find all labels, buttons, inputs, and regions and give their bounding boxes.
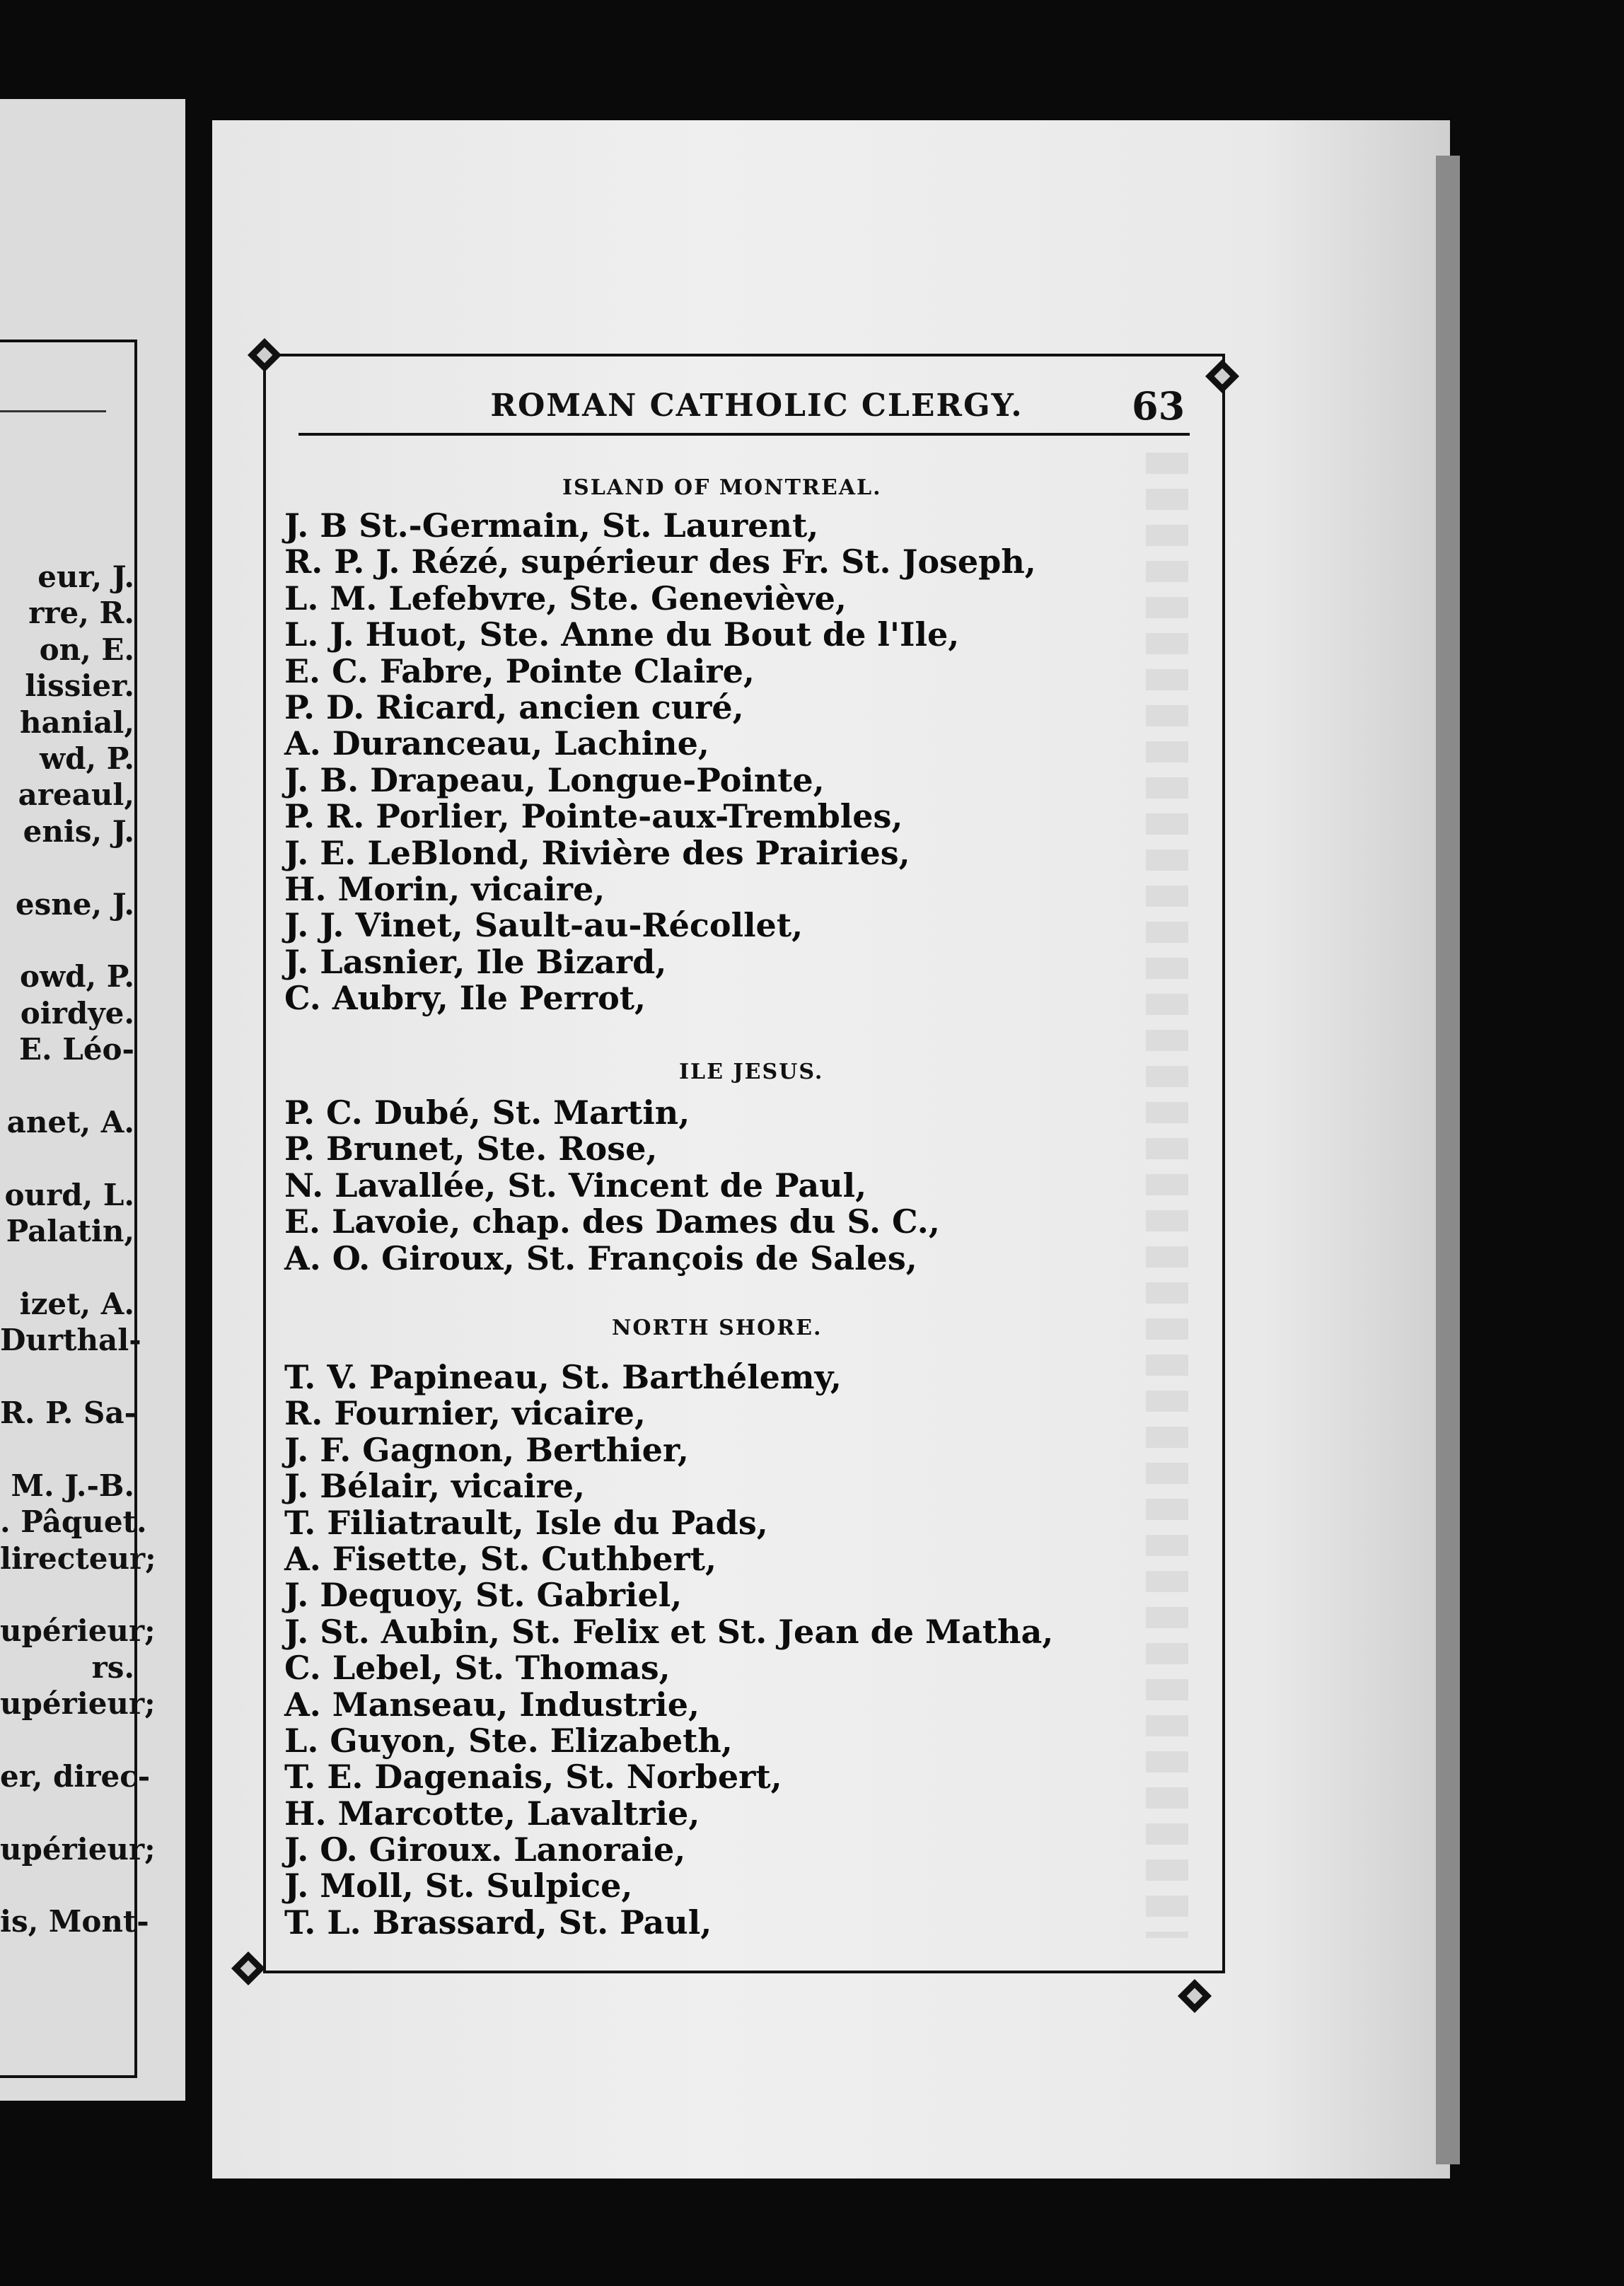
left-line: eur, J. — [37, 559, 134, 594]
left-line: . Pâquet. — [0, 1504, 147, 1540]
section-heading-island-of-montreal: ISLAND OF MONTREAL. — [562, 475, 882, 500]
clergy-entry: P. D. Ricard, ancien curé, — [284, 687, 744, 726]
clergy-entry: J. J. Vinet, Sault-au-Récollet, — [284, 906, 804, 945]
left-line — [0, 1794, 134, 1830]
section-heading-ile-jesus: ILE JESUS. — [679, 1060, 824, 1084]
left-line — [0, 1359, 134, 1395]
left-line: on, E. — [39, 632, 134, 667]
clergy-entry: P. Brunet, Ste. Rose, — [284, 1130, 658, 1168]
clergy-entry: A. Manseau, Industrie, — [284, 1685, 700, 1724]
left-line: hanial, — [19, 704, 134, 740]
left-line: Palatin, — [6, 1214, 134, 1249]
page-edge — [1436, 156, 1460, 2164]
clergy-entry: L. J. Huot, Ste. Anne du Bout de l'Ile, — [284, 615, 960, 654]
left-line: upérieur; — [0, 1686, 156, 1722]
clergy-entry: J. Moll, St. Sulpice, — [284, 1867, 633, 1905]
left-line: Durthal- — [0, 1323, 141, 1358]
left-line: rs. — [91, 1649, 134, 1685]
left-line — [0, 1722, 134, 1758]
left-line: izet, A. — [19, 1286, 134, 1321]
clergy-entry: P. R. Porlier, Pointe-aux-Trembles, — [284, 797, 903, 836]
clergy-entry: J. Lasnier, Ile Bizard, — [284, 942, 667, 981]
left-line — [0, 1577, 134, 1613]
clergy-entry: E. Lavoie, chap. des Dames du S. C., — [284, 1202, 940, 1241]
clergy-entry: R. Fournier, vicaire, — [284, 1394, 646, 1433]
left-line: lirecteur; — [0, 1541, 156, 1576]
clergy-entry: J. Dequoy, St. Gabriel, — [284, 1576, 683, 1615]
clergy-entry: J. O. Giroux. Lanoraie, — [284, 1830, 686, 1869]
clergy-entry: L. Guyon, Ste. Elizabeth, — [284, 1721, 733, 1760]
left-line — [0, 1249, 134, 1285]
clergy-entry: J. B St.-Germain, St. Laurent, — [284, 506, 819, 545]
section-heading-north-shore: NORTH SHORE. — [612, 1316, 823, 1340]
left-line: wd, P. — [39, 741, 134, 776]
clergy-entry: J. Bélair, vicaire, — [284, 1467, 586, 1506]
left-line: anet, A. — [6, 1104, 134, 1139]
left-line: areaul, — [18, 777, 134, 813]
left-line — [0, 849, 134, 886]
left-line — [0, 1431, 134, 1467]
clergy-entry: A. Duranceau, Lachine, — [284, 724, 709, 763]
left-line: M. J.-B. — [11, 1468, 134, 1503]
clergy-entry: A. Fisette, St. Cuthbert, — [284, 1539, 717, 1578]
left-line: enis, J. — [23, 813, 134, 849]
clergy-entry: H. Morin, vicaire, — [284, 869, 605, 908]
section-entries-north-shore — [284, 1359, 1053, 1941]
left-line: rre, R. — [28, 596, 134, 631]
running-header: ROMAN CATHOLIC CLERGY. — [490, 388, 1023, 424]
page-number: 63 — [1132, 383, 1185, 429]
left-line: er, direc- — [0, 1758, 151, 1794]
clergy-entry: C. Lebel, St. Thomas, — [284, 1649, 671, 1688]
clergy-entry: L. M. Lefebvre, Ste. Geneviève, — [284, 579, 847, 617]
clergy-entry: J. F. Gagnon, Berthier, — [284, 1430, 689, 1469]
clergy-entry: N. Lavallée, St. Vincent de Paul, — [284, 1166, 867, 1205]
left-line: esne, J. — [15, 886, 134, 922]
clergy-entry: R. P. J. Rézé, supérieur des Fr. St. Joseph, — [284, 543, 1036, 581]
clergy-entry: J. B. Drapeau, Longue-Pointe, — [284, 760, 825, 799]
left-line: upérieur; — [0, 1613, 156, 1649]
clergy-entry: T. L. Brassard, St. Paul, — [284, 1903, 712, 1942]
left-line: oirdye. — [20, 995, 134, 1031]
left-page-header-rule — [0, 410, 106, 412]
left-line: owd, P. — [19, 959, 134, 994]
left-facing-page — [0, 99, 185, 2101]
clergy-entry: C. Aubry, Ile Perrot, — [284, 979, 646, 1018]
left-line: E. Léo- — [19, 1032, 134, 1067]
left-line — [0, 1067, 134, 1103]
clergy-entry: T. V. Papineau, St. Barthélemy, — [284, 1358, 842, 1396]
header-rule — [298, 433, 1190, 436]
clergy-entry: J. St. Aubin, St. Felix et St. Jean de Matha, — [284, 1612, 1054, 1651]
clergy-entry: E. C. Fabre, Pointe Claire, — [284, 651, 755, 690]
clergy-entry: A. O. Giroux, St. François de Sales, — [284, 1238, 917, 1277]
section-entries-island-of-montreal — [284, 508, 1036, 1016]
clergy-entry: H. Marcotte, Lavaltrie, — [284, 1794, 700, 1833]
left-line — [0, 1867, 134, 1903]
left-line: ourd, L. — [4, 1177, 134, 1212]
clergy-entry: T. Filiatrault, Isle du Pads, — [284, 1503, 768, 1542]
left-line: is, Mont- — [0, 1904, 149, 1939]
left-line — [0, 922, 134, 958]
section-entries-ile-jesus — [284, 1095, 940, 1277]
clergy-entry: J. E. LeBlond, Rivière des Prairies, — [284, 833, 910, 872]
left-line: upérieur; — [0, 1831, 156, 1867]
left-line: lissier. — [25, 668, 134, 704]
left-line: R. P. Sa- — [0, 1395, 137, 1430]
left-page-text — [0, 559, 156, 1940]
clergy-entry: P. C. Dubé, St. Martin, — [284, 1093, 690, 1132]
clergy-entry: T. E. Dagenais, St. Norbert, — [284, 1758, 782, 1797]
left-line — [0, 1140, 134, 1176]
